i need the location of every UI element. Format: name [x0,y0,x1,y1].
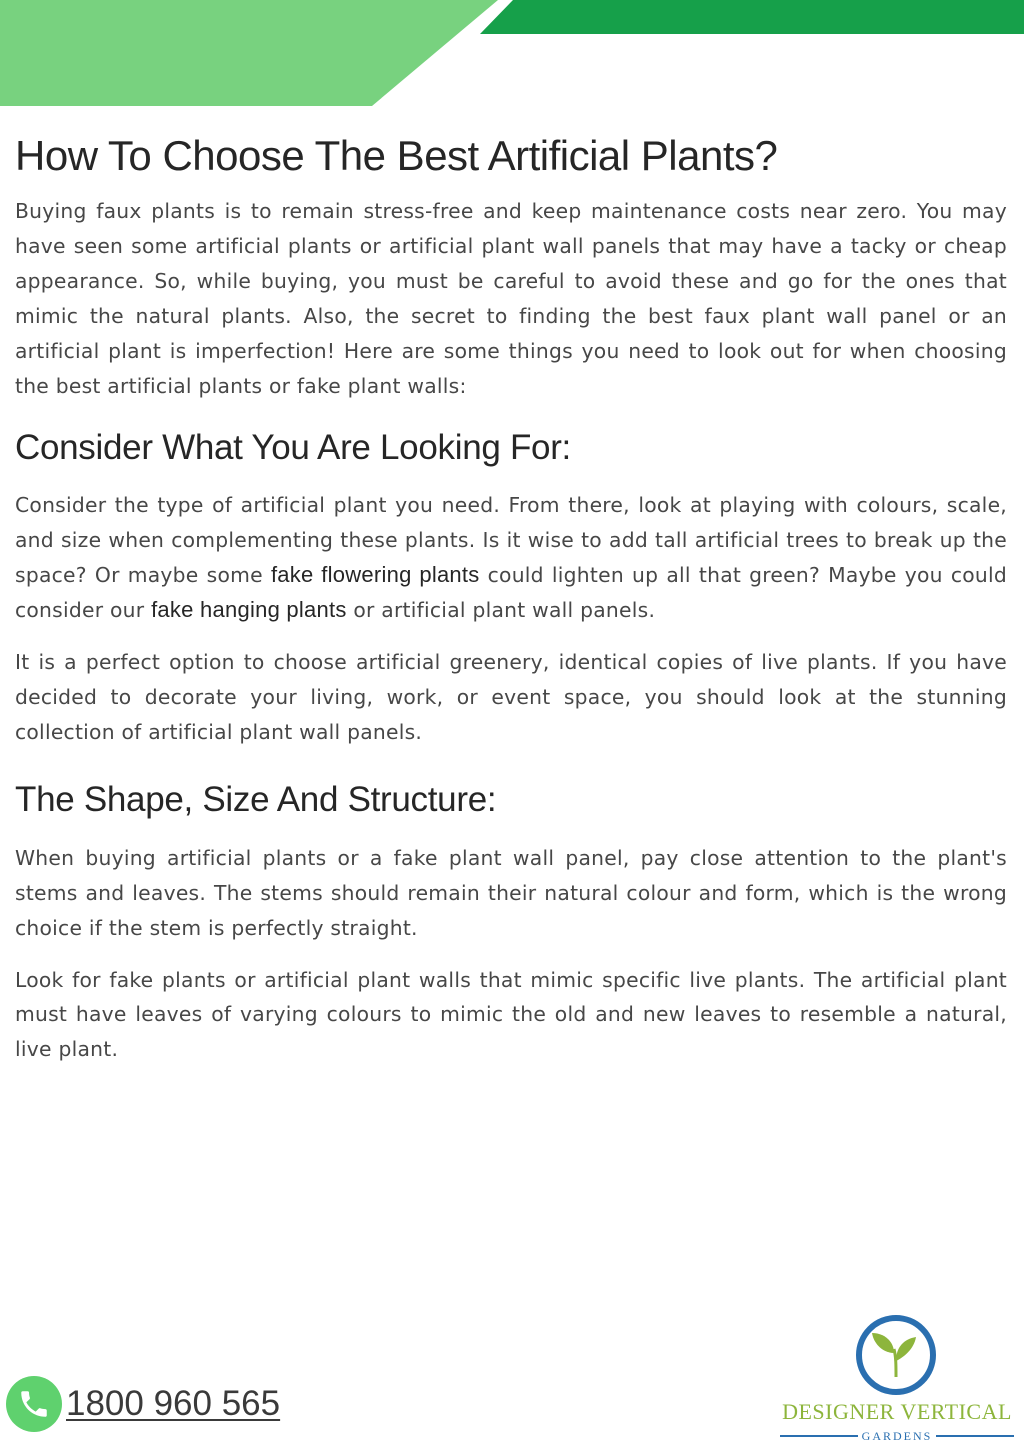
intro-paragraph: Buying faux plants is to remain stress-free and keep maintenance costs near zero. You may have seen some artificial plants or artificial plant wall panels that may have a tacky or cheap appearance. So, while buying, you must be careful to avoid these and go for the ones that mimic the natural plants. Also, the secret to finding the best faux plant wall panel or an artificial plant is imperfection! Here are some things you need to look out for when choosing the best artificial plants or fake plant walls: [15,199,1007,398]
page-title: How To Choose The Best Artificial Plants? [15,132,778,179]
section1-paragraph-2: It is a perfect option to choose artificial greenery, identical copies of live plants. If you have decided to decorate your living, work, or event space, you should look at the stunning collection of artificial plant wall panels. [15,650,1007,744]
banner-dark-shape [480,0,1024,34]
section1-paragraph-1 [15,488,1007,628]
text-span: Consider the type of artificial plant you need. From there, look at playing with colours, scale, and size when complementing these plants. Is it wise to add tall artificial trees to break up the space? Or maybe some [15,493,1007,588]
text-span: or artificial plant wall panels. [346,598,656,623]
section2-paragraph-2: Look for fake plants or artificial plant walls that mimic specific live plants. The artificial plant must have leaves of varying colours to mimic the old and new leaves to resemble a natural, live plant. [15,967,1007,1062]
logo-subtitle: GARDENS [861,1428,933,1443]
phone-icon[interactable] [6,1376,62,1432]
section-heading-shape-size: The Shape, Size And Structure: [15,779,497,819]
article [15,128,1007,1067]
link-fake-flowering-plants[interactable]: fake flowering plants [270,562,480,588]
phone-number-link[interactable]: 1800 960 565 [66,1384,281,1423]
link-fake-hanging-plants[interactable]: fake hanging plants [151,597,347,623]
logo-name: DESIGNER VERTICAL [782,1399,1012,1424]
logo-rule-right [936,1435,1014,1437]
section2-paragraph-1: When buying artificial plants or a fake plant wall panel, pay close attention to the plant's stems and leaves. The stems should remain their natural colour and form, which is the wrong choice if the stem is perfectly straight. [15,845,1007,940]
leaf-emblem-icon [854,1313,938,1397]
header-banner [0,0,1024,110]
text-span: could lighten up all that green? Maybe you could consider our [15,563,1007,623]
brand-logo [776,1313,1018,1445]
banner-light-shape [0,0,498,106]
section-heading-looking-for: Consider What You Are Looking For: [15,428,571,468]
logo-subtitle-row [776,1427,1018,1445]
footer-phone [6,1374,280,1434]
logo-rule-left [780,1435,858,1437]
